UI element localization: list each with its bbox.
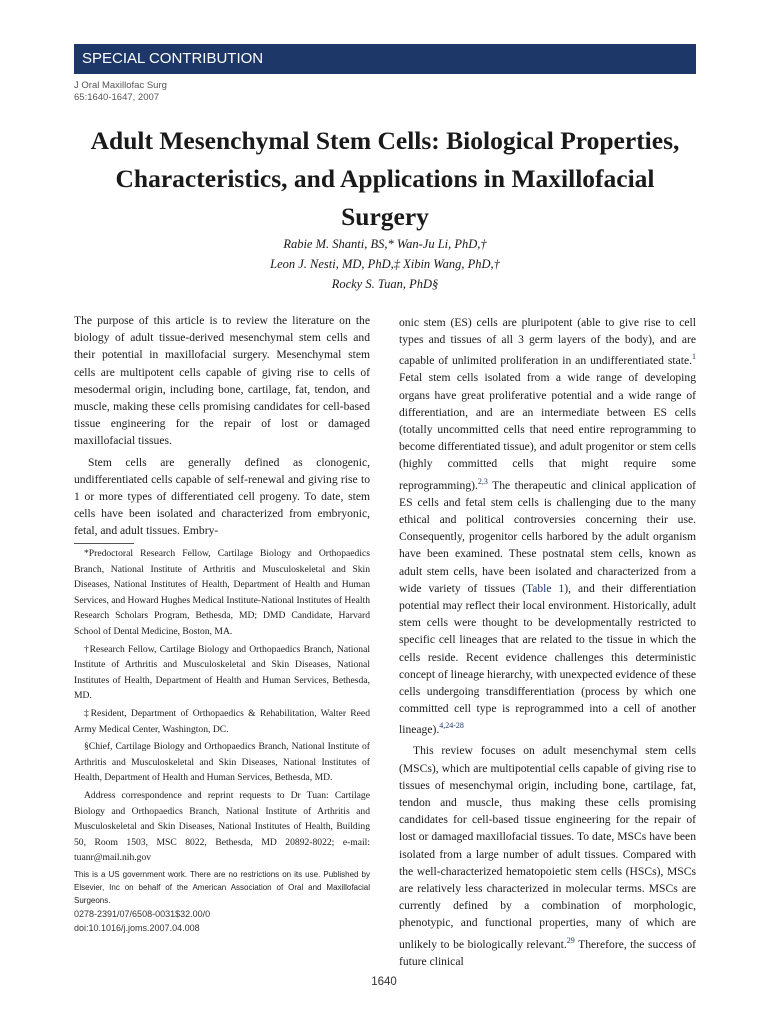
body-paragraph bbox=[399, 742, 696, 970]
table-link[interactable]: Table 1 bbox=[525, 581, 565, 595]
body-column-right bbox=[399, 314, 696, 970]
footnote-divider bbox=[74, 543, 134, 544]
text-run: ), and their differentiation potential may reflect their local environment. Historically, adult stem cells were thought to be developmentally restricted to specific cell lineages that are related to the tissue in which the cells reside. Recent evidence challenges this deterministic concept of lineage hierarchy, with unexpected evidence of these cells undergoing transdifferentiation (process by which one committed cell type is reprogrammed into a cell of another lineage). bbox=[399, 581, 696, 737]
footnote-author-1: *Predoctoral Research Fellow, Cartilage Biology and Orthopaedics Branch, National Institute of Arthritis and Musculoskeletal and Skin Diseases, National Institutes of Health, Department of Health and Human Services, and Howard Hughes Medical Institute-National Institutes of Health Research Scholars Program, Bethesda, MD; DMD Candidate, Harvard School of Dental Medicine, Boston, MA. bbox=[74, 548, 370, 637]
reference-link[interactable]: 2,3 bbox=[477, 476, 488, 486]
text-run: This review focuses on adult mesenchymal stem cells (MSCs), which are multipotential cells capable of giving rise to tissues of mesenchymal origin, including bone, cartilage, fat, tendon and muscle, thus making these cells promising candidates for cell-based tissue engineering for the repair of lost or damaged maxillofacial tissues. To date, MSCs have been isolated from a large number of adult tissues. Compared with the well-characterized hematopoietic stem cells (HSCs), MSCs are relatively less characterized in molecular terms. MSCs are currently defined by a combination of morphologic, phenotypic, and functional properties, many of which are unlikely to be biologically relevant. bbox=[399, 744, 696, 951]
footnote-author-4: §Chief, Cartilage Biology and Orthopaedics Branch, National Institute of Arthritis and Musculoskeletal and Skin Diseases, National Institutes of Health, Department of Health and Human Services, Bethesda, MD. bbox=[74, 741, 370, 784]
abstract-paragraph: The purpose of this article is to review the literature on the biology of adult tissue-derived mesenchymal stem cells and their potential in maxillofacial surgery. Mesenchymal stem cells are multipotent cells capable of giving rise to cells of mesodermal origin, including bone, cartilage, fat, tendon, and muscle, making these cells promising candidates for cell-based tissue engineering for the repair of lost or damaged maxillofacial tissues. bbox=[74, 314, 370, 448]
authors-line-3: Rocky S. Tuan, PhD§ bbox=[331, 277, 439, 291]
authors-line-2: Leon J. Nesti, MD, PhD,‡ Xibin Wang, PhD,† bbox=[270, 257, 500, 271]
issn-line: 0278-2391/07/6508-0031$32.00/0 bbox=[74, 908, 211, 919]
citation-journal: J Oral Maxillofac Surg bbox=[74, 80, 167, 91]
journal-citation bbox=[74, 80, 167, 104]
government-work-note: This is a US government work. There are no restrictions on its use. Published by Elsevier, Inc on behalf of the American Association of Oral and Maxillofacial Surgeons. bbox=[74, 869, 370, 905]
footnote-author-2: †Research Fellow, Cartilage Biology and Orthopaedics Branch, National Institute of Arthritis and Musculoskeletal and Skin Diseases, National Institutes of Health, Department of Health and Human Services, Bethesda, MD. bbox=[74, 643, 370, 702]
footnote-author-3: ‡Resident, Department of Orthopaedics & Rehabilitation, Walter Reed Army Medical Center, Washington, DC. bbox=[74, 707, 370, 735]
authors-line-1: Rabie M. Shanti, BS,* Wan-Ju Li, PhD,† bbox=[283, 237, 487, 251]
text-run: onic stem (ES) cells are pluripotent (able to give rise to cell types and tissues of all 3 germ layers of the body), and are capable of unlimited proliferation in an undifferentiated state. bbox=[399, 316, 696, 368]
section-label: SPECIAL CONTRIBUTION bbox=[82, 50, 264, 67]
author-list bbox=[74, 234, 696, 294]
text-run: Therefore, the success of future clinical bbox=[399, 937, 696, 968]
footnotes bbox=[74, 546, 370, 935]
text-run: Fetal stem cells isolated from a wide range of developing organs have great proliferative potential and a wide range of differentiation, and are an intermediate between ES cells (totally uncommitted cells that need entire reprogramming to become differentiated tissue), and adult progenitor or stem cells (highly committed cells that might require some reprogramming). bbox=[399, 371, 696, 492]
reference-link[interactable]: 1 bbox=[692, 352, 696, 362]
text-run: The therapeutic and clinical application of ES cells and fetal stem cells is challenging due to the many ethical and political controversies concerning their use. Consequently, progenitor cells harbored by the adult organism have been examined. These postnatal stem cells, known as adult stem cells, have been isolated and characterized from a wide variety of tissues ( bbox=[399, 478, 696, 595]
body-paragraph bbox=[399, 314, 696, 738]
footnote-correspondence: Address correspondence and reprint requests to Dr Tuan: Cartilage Biology and Orthopaedics Branch, National Institute of Arthritis and Musculoskeletal and Skin Diseases, National Institutes of Health, Building 50, Room 1503, MSC 8022, Bethesda, MD 20892-8022; e-mail: tuanr@mail.nih.gov bbox=[74, 789, 370, 864]
doi-line: doi:10.1016/j.joms.2007.04.008 bbox=[74, 922, 200, 933]
citation-volume: 65:1640-1647, 2007 bbox=[74, 92, 160, 103]
body-column-left bbox=[74, 312, 370, 540]
body-paragraph: Stem cells are generally defined as clonogenic, undifferentiated cells capable of self-renewal and giving rise to 1 or more types of differentiated cell progeny. To date, stem cells have been isolated and characterized from embryonic, fetal, and adult tissues. Embry- bbox=[74, 455, 370, 538]
page-number: 1640 bbox=[371, 976, 397, 988]
article-title: Adult Mesenchymal Stem Cells: Biological Properties, Characteristics, and Applications in Maxillofacial Surgery bbox=[90, 126, 680, 231]
reference-link[interactable]: 4,24-28 bbox=[439, 721, 464, 731]
reference-link[interactable]: 29 bbox=[566, 935, 575, 945]
section-banner bbox=[74, 44, 696, 74]
